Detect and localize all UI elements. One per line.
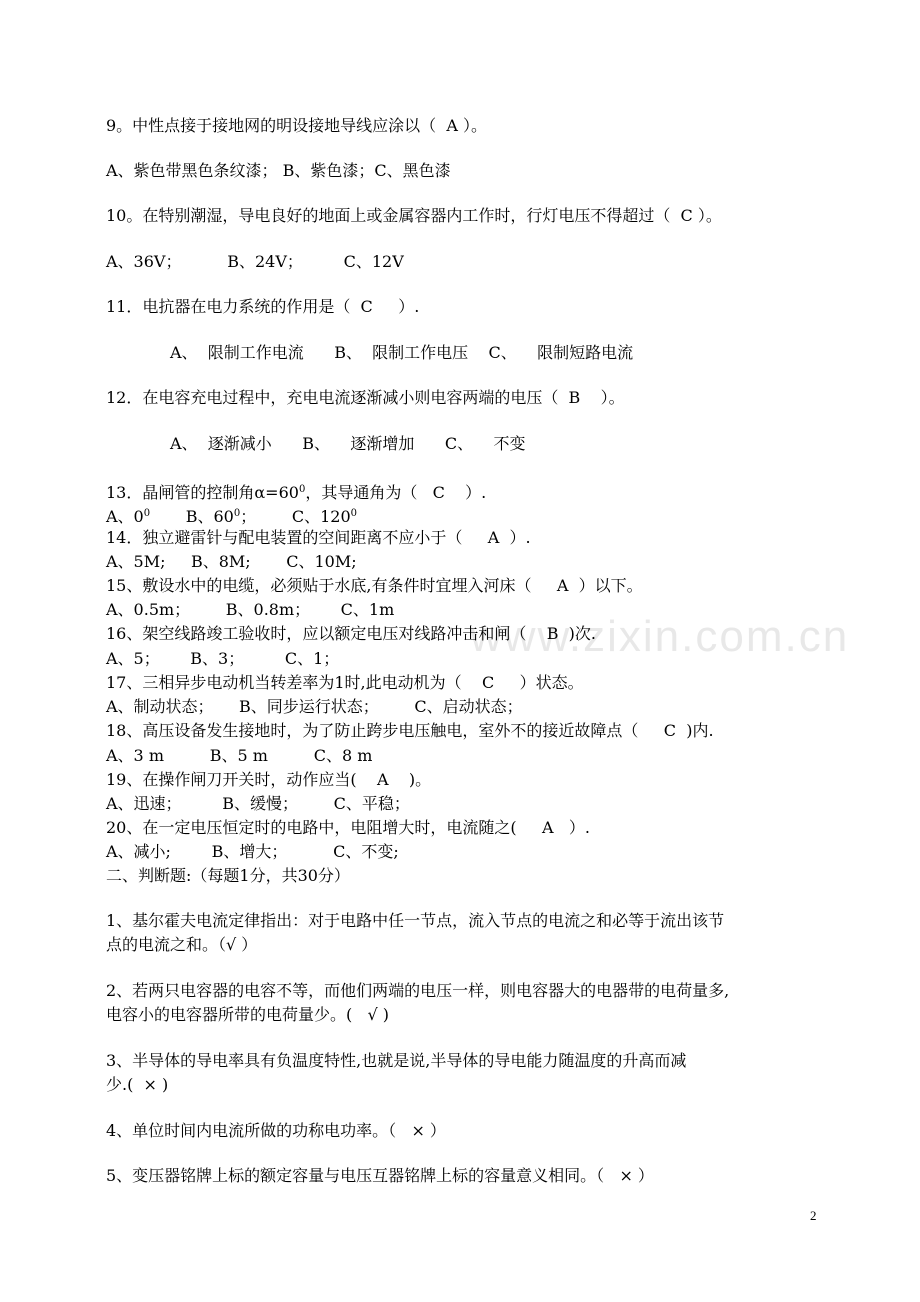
watermark: www.zixin.com.cn: [470, 612, 850, 661]
question-19: 19、在操作闸刀开关时，动作应当( A )。: [106, 770, 432, 789]
question-12-options: A、 逐渐减小 B、 逐渐增加 C、 不变: [170, 434, 526, 453]
judgement-2-line2: 电容小的电容器所带的电荷量少。( √ ): [106, 1005, 390, 1024]
question-20-options: A、减小; B、增大； C、不变;: [106, 842, 399, 861]
question-13-options: A、$0^0$ B、$60^0$； C、$120^0$: [106, 507, 357, 526]
judgement-4: 4、单位时间内电流所做的功称电功率。（ × ）: [106, 1121, 446, 1140]
question-18-options: A、3 m B、5 m C、8 m: [106, 746, 373, 765]
question-19-options: A、迅速； B、缓慢； C、平稳；: [106, 794, 410, 813]
question-12: 12．在电容充电过程中，充电电流逐渐减小则电容两端的电压（ B ）。: [106, 388, 625, 407]
question-14-options: A、5M; B、8M; C、10M;: [106, 552, 357, 571]
question-9-options: A、紫色带黑色条纹漆； B、紫色漆；C、黑色漆: [106, 161, 451, 180]
judgement-1-line1: 1、基尔霍夫电流定律指出：对于电路中任一节点，流入节点的电流之和必等于流出该节: [106, 911, 725, 930]
question-15-options: A、0.5m； B、0.8m； C、1m: [106, 600, 395, 619]
question-10-options: A、36V； B、24V； C、12V: [106, 252, 404, 271]
question-18: 18、高压设备发生接地时，为了防止跨步电压触电，室外不的接近故障点（ C )内.: [106, 721, 714, 740]
question-9: 9。中性点接于接地网的明设接地导线应涂以（ A ）。: [106, 116, 487, 135]
judgement-3-line2: 少.( × ): [106, 1075, 169, 1094]
question-16: 16、架空线路竣工验收时，应以额定电压对线路冲击和闸（ B )次.: [106, 624, 596, 643]
question-16-options: A、5； B、3； C、1；: [106, 649, 340, 668]
question-10: 10。在特别潮湿，导电良好的地面上或金属容器内工作时，行灯电压不得超过（ C ）。: [106, 206, 722, 225]
question-13: 13．晶闸管的控制角$\alpha=60^0$，其导通角为（ C ）.: [106, 483, 487, 502]
question-17-options: A、制动状态； B、同步运行状态； C、启动状态；: [106, 697, 523, 716]
question-11-options: A、 限制工作电流 B、 限制工作电压 C、 限制短路电流: [170, 343, 634, 362]
question-11: 11．电抗器在电力系统的作用是（ C ）.: [106, 297, 420, 316]
question-15: 15、敷设水中的电缆，必须贴于水底,有条件时宜埋入河床（ A ）以下。: [106, 576, 643, 595]
question-20: 20、在一定电压恒定时的电路中，电阻增大时，电流随之( A ）.: [106, 818, 590, 837]
judgement-5: 5、变压器铭牌上标的额定容量与电压互器铭牌上标的容量意义相同。（ × ）: [106, 1166, 654, 1185]
judgement-3-line1: 3、半导体的导电率具有负温度特性,也就是说,半导体的导电能力随温度的升高而减: [106, 1051, 687, 1070]
judgement-2-line1: 2、若两只电容器的电容不等，而他们两端的电压一样，则电容器大的电器带的电荷量多,: [106, 981, 730, 1000]
question-14: 14．独立避雷针与配电装置的空间距离不应小于（ A ）.: [106, 528, 531, 547]
section-heading: 二、判断题:（每题1分，共30分）: [106, 866, 350, 885]
question-17: 17、三相异步电动机当转差率为1时,此电动机为（ C ）状态。: [106, 673, 584, 692]
judgement-1-line2: 点的电流之和。（√ ）: [106, 935, 258, 954]
page-number: 2: [810, 1208, 817, 1223]
